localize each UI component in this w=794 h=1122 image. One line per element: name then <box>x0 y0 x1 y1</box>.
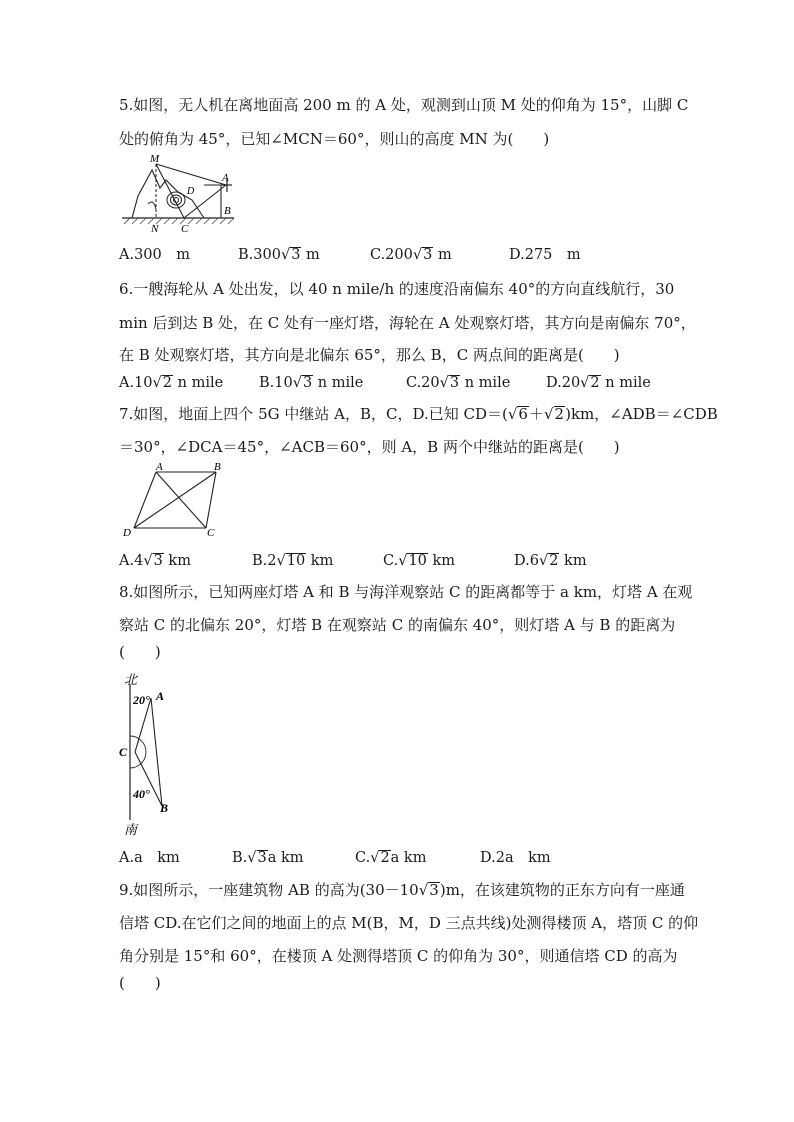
sqrt-sign-icon: √ <box>580 375 590 391</box>
q5-label-m: M <box>150 153 160 165</box>
q5-line-2: 处的俯角为 45°，已知∠MCN＝60°，则山的高度 MN 为( ) <box>119 130 550 148</box>
q7-option-b-coef: B.2 <box>252 553 277 569</box>
q7-option-d-coef: D.6 <box>514 553 539 569</box>
q6-option-c-radicand: 3 <box>449 375 460 391</box>
q8-option-b-unit: a km <box>267 850 304 866</box>
q6-option-c-coef: C.20 <box>406 375 440 391</box>
q7-option-a-coef: A.4 <box>119 553 144 569</box>
q7-plus: ＋ <box>528 405 544 423</box>
q5-option-c-unit: m <box>433 247 452 263</box>
q7-label-b: B <box>214 462 221 473</box>
q7-parallelogram-figure <box>118 462 236 538</box>
q9-radicand: 3 <box>429 881 439 899</box>
q6-option-b-radicand: 3 <box>302 375 313 391</box>
q8-option-b-coef: B. <box>232 850 248 866</box>
q7-line-1 <box>119 404 718 424</box>
q8-option-c-unit: a km <box>390 850 427 866</box>
q6-option-d-coef: D.20 <box>546 375 581 391</box>
q9-line-1-tail: )m，在该建筑物的正东方向有一座通 <box>439 881 685 899</box>
q6-option-a-unit: n mile <box>173 375 224 391</box>
q9-line-2: 信塔 CD.在它们之间的地面上的点 M(B，M，D 三点共线)处测得楼顶 A，塔顶 C 的仰 <box>119 914 699 932</box>
q9-line-1 <box>119 880 685 900</box>
sqrt-sign-icon: √ <box>292 375 302 391</box>
q6-option-d[interactable] <box>546 373 651 393</box>
q9-line-1-text: 9.如图所示，一座建筑物 AB 的高为(30－10 <box>119 881 419 899</box>
q7-option-c-unit: km <box>427 553 456 569</box>
sqrt-sign-icon: √ <box>280 247 291 263</box>
sqrt-sign-icon: √ <box>507 405 518 423</box>
q5-label-d: D <box>187 186 195 197</box>
q5-option-b-unit: m <box>301 247 320 263</box>
sqrt-sign-icon: √ <box>370 850 380 866</box>
q8-option-c-radicand: 2 <box>380 850 390 866</box>
q8-lighthouse-figure <box>118 670 178 838</box>
q7-option-d[interactable] <box>514 551 587 571</box>
q8-line-3: ( ) <box>119 643 161 661</box>
q9-line-4: ( ) <box>119 974 161 992</box>
q8-label-c: C <box>119 745 128 759</box>
q5-option-b[interactable] <box>238 245 320 265</box>
q8-option-c-coef: C. <box>355 850 371 866</box>
q5-label-a: A <box>222 172 229 184</box>
q6-option-d-unit: n mile <box>600 375 651 391</box>
q5-mountain-figure <box>118 152 240 234</box>
sqrt-sign-icon: √ <box>543 405 554 423</box>
q8-line-1: 8.如图所示，已知两座灯塔 A 和 B 与海洋观察站 C 的距离都等于 a km，灯塔 A 在观 <box>119 583 693 601</box>
q6-option-b-coef: B.10 <box>259 375 293 391</box>
q6-line-3: 在 B 处观察灯塔，其方向是北偏东 65°，那么 B，C 两点间的距离是( ) <box>119 346 620 364</box>
sqrt-sign-icon: √ <box>276 553 286 569</box>
q6-option-b[interactable] <box>259 373 363 393</box>
q7-option-a-radicand: 3 <box>153 553 163 569</box>
q7-option-d-unit: km <box>559 553 587 569</box>
q6-option-d-radicand: 2 <box>590 375 600 391</box>
q8-label-b: B <box>160 801 169 815</box>
q6-option-c-unit: n mile <box>460 375 511 391</box>
q5-label-c: C <box>181 223 189 234</box>
q8-option-c[interactable] <box>355 848 426 868</box>
sqrt-sign-icon: √ <box>398 553 408 569</box>
q9-line-3: 角分别是 15°和 60°，在楼顶 A 处测得塔顶 C 的仰角为 30°，则通信塔 CD 的高为 <box>119 947 678 965</box>
q7-line-1-tail: )km，∠ADB＝∠CDB <box>565 405 718 423</box>
q6-line-2: min 后到达 B 处，在 C 处有一座灯塔，海轮在 A 处观察灯塔，其方向是南偏东 70°， <box>119 314 696 332</box>
q8-label-south: 南 <box>124 822 138 837</box>
q8-label-angle-40: 40° <box>133 787 150 801</box>
q8-line-2: 察站 C 的北偏东 20°，灯塔 B 在观察站 C 的南偏东 40°，则灯塔 A 与 B 的距离为 <box>119 616 676 634</box>
q7-option-b[interactable] <box>252 551 333 571</box>
q8-label-a: A <box>156 689 165 703</box>
q7-option-b-unit: km <box>306 553 334 569</box>
q7-option-c[interactable] <box>383 551 455 571</box>
q7-radicand-1: 6 <box>518 405 528 423</box>
q5-option-d[interactable]: D.275 m <box>509 247 581 263</box>
q5-label-b: B <box>224 205 231 217</box>
q6-option-c[interactable] <box>406 373 510 393</box>
q7-option-c-radicand: 10 <box>408 553 427 569</box>
q5-option-a[interactable]: A.300 m <box>119 247 191 263</box>
q6-line-1: 6.一艘海轮从 A 处出发，以 40 n mile/h 的速度沿南偏东 40°的方向直线航行，30 <box>119 280 675 298</box>
sqrt-sign-icon: √ <box>143 553 153 569</box>
q7-option-a-unit: km <box>163 553 191 569</box>
q6-option-a-coef: A.10 <box>119 375 153 391</box>
q8-option-a[interactable]: A.a km <box>119 850 180 866</box>
sqrt-sign-icon: √ <box>418 881 429 899</box>
q7-option-b-radicand: 10 <box>286 553 306 569</box>
q5-label-n: N <box>151 223 159 234</box>
q5-option-b-coef: B.300 <box>238 247 281 263</box>
q7-label-a: A <box>156 462 163 473</box>
q7-option-a[interactable] <box>119 551 191 571</box>
q7-line-1-text: 7.如图，地面上四个 5G 中继站 A，B，C，D.已知 CD＝( <box>119 405 508 423</box>
q5-option-b-radicand: 3 <box>291 247 301 263</box>
q5-option-c[interactable] <box>370 245 452 265</box>
q6-option-a-radicand: 2 <box>162 375 173 391</box>
q5-line-1: 5.如图，无人机在离地面高 200 m 的 A 处，观测到山顶 M 处的仰角为 15°，山脚 C <box>119 96 689 114</box>
q7-line-2: ＝30°，∠DCA＝45°，∠ACB＝60°，则 A，B 两个中继站的距离是( ) <box>119 438 620 456</box>
q7-option-d-radicand: 2 <box>549 553 559 569</box>
sqrt-sign-icon: √ <box>439 375 449 391</box>
q5-option-c-radicand: 3 <box>423 247 433 263</box>
q8-option-b-radicand: 3 <box>257 850 267 866</box>
q7-radicand-2: 2 <box>554 405 565 423</box>
q7-option-c-coef: C. <box>383 553 399 569</box>
sqrt-sign-icon: √ <box>538 553 549 569</box>
q8-label-angle-20: 20° <box>133 693 150 707</box>
sqrt-sign-icon: √ <box>152 375 162 391</box>
sqrt-sign-icon: √ <box>412 247 423 263</box>
q7-label-c: C <box>207 527 215 538</box>
q8-option-b[interactable] <box>232 848 304 868</box>
q8-option-d[interactable]: D.2a km <box>480 850 551 866</box>
q6-option-a[interactable] <box>119 373 223 393</box>
q8-label-north: 北 <box>124 672 138 687</box>
sqrt-sign-icon: √ <box>247 850 257 866</box>
q7-label-d: D <box>123 527 131 538</box>
q6-option-b-unit: n mile <box>313 375 364 391</box>
q5-option-c-coef: C.200 <box>370 247 413 263</box>
